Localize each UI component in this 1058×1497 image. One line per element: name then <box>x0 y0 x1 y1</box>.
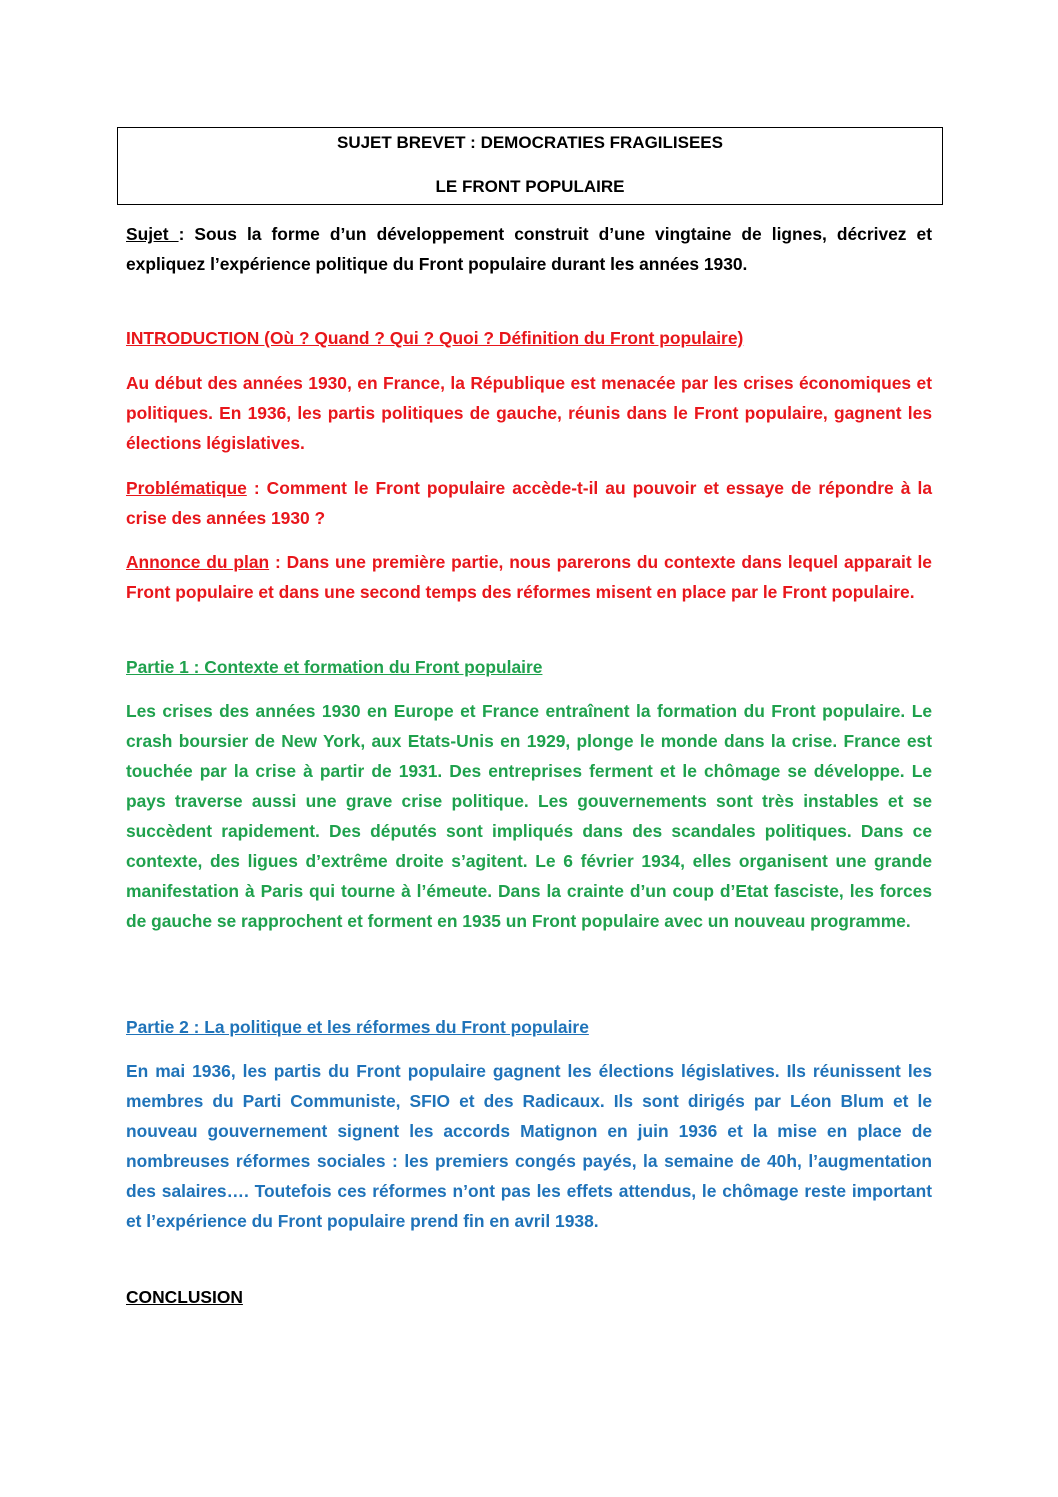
problematique-paragraph <box>126 473 932 533</box>
problematique-text: : Comment le Front populaire accède-t-il au pouvoir et essaye de répondre à la crise des années 1930 ? <box>126 478 932 528</box>
plan-paragraph <box>126 547 932 607</box>
document-title: SUJET BREVET : DEMOCRATIES FRAGILISEES <box>336 133 723 152</box>
part1-heading: Partie 1 : Contexte et formation du Front populaire <box>126 657 543 677</box>
introduction-paragraph: Au début des années 1930, en France, la République est menacée par les crises économiques et politiques. En 1936, les partis politiques de gauche, réunis dans le Front populaire, gagnent les élections législatives. <box>126 373 932 453</box>
subject-label: Sujet <box>126 224 179 244</box>
subject-text: : Sous la forme d’un développement construit d’une vingtaine de lignes, décrivez et expliquez l’expérience politique du Front populaire durant les années 1930. <box>126 224 932 274</box>
part1-paragraph: Les crises des années 1930 en Europe et France entraînent la formation du Front populaire. Le crash boursier de New York, aux Etats-Unis en 1929, plonge le monde dans la crise. France est touchée par la crise à partir de 1931. Des entreprises ferment et le chômage se développe. Le pays traverse aussi une grave crise politique. Les gouvernements sont très instables et se succèdent rapidement. Des députés sont impliqués dans des scandales politiques. Dans ce contexte, des ligues d’extrême droite s’agitent. Le 6 février 1934, elles organisent une grande manifestation à Paris qui tourne à l’émeute. Dans la crainte d’un coup d’Etat fasciste, les forces de gauche se rapprochent et forment en 1935 un Front populaire avec un nouveau programme. <box>126 701 932 931</box>
part2-paragraph: En mai 1936, les partis du Front populaire gagnent les élections législatives. Ils réunissent les membres du Parti Communiste, SFIO et des Radicaux. Ils sont dirigés par Léon Blum et le nouveau gouvernement signent les accords Matignon en juin 1936 et la mise en place de nombreuses réformes sociales : les premiers congés payés, la semaine de 40h, l’augmentation des salaires…. Toutefois ces réformes n’ont pas les effets attendus, le chômage reste important et l’expérience du Front populaire prend fin en avril 1938. <box>126 1061 932 1231</box>
plan-label: Annonce du plan <box>126 552 270 572</box>
conclusion-heading: CONCLUSION <box>126 1287 243 1307</box>
introduction-heading: INTRODUCTION (Où ? Quand ? Qui ? Quoi ? Définition du Front populaire) <box>126 328 744 348</box>
title-box <box>117 127 943 205</box>
document-subtitle: LE FRONT POPULAIRE <box>435 177 625 196</box>
plan-text: : Dans une première partie, nous parerons du contexte dans lequel apparait le Front populaire et dans une second temps des réformes misent en place par le Front populaire. <box>126 552 932 602</box>
problematique-label: Problématique <box>126 478 247 498</box>
part2-heading: Partie 2 : La politique et les réformes du Front populaire <box>126 1017 589 1037</box>
subject-paragraph <box>126 219 932 279</box>
